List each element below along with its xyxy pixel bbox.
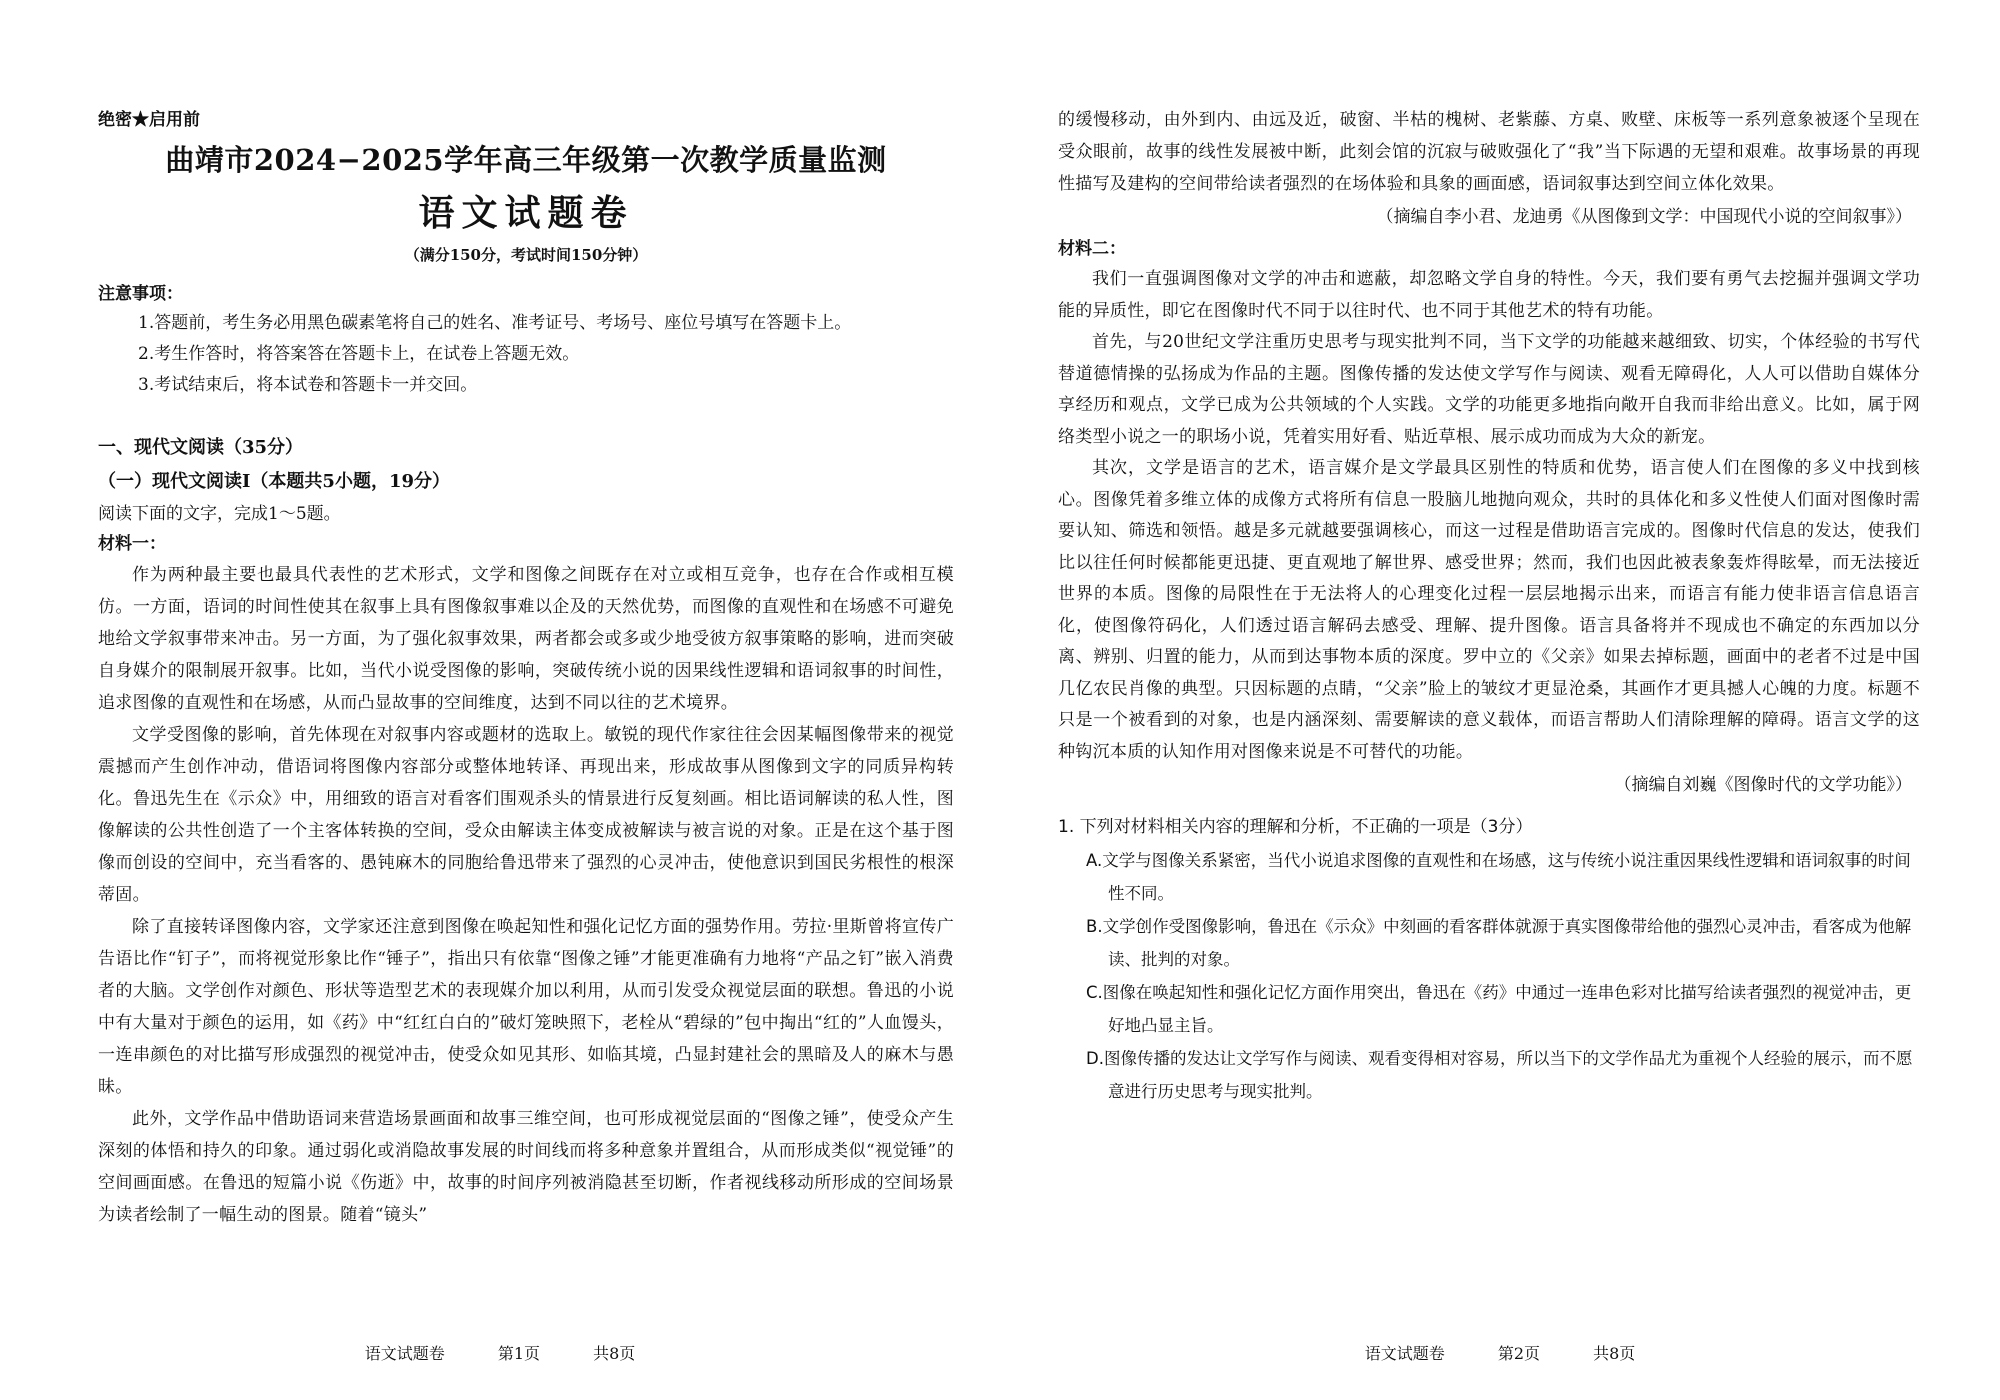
page-2 xyxy=(1000,0,2000,1400)
material-1-paragraph: 此外，文学作品中借助语词来营造场景画面和故事三维空间，也可形成视觉层面的“图像之锤”，使受众产生深刻的体悟和持久的印象。通过弱化或消隐故事发展的时间线而将多种意象并置组合，从而形成类似“视觉锤”的空间画面感。在鲁迅的短篇小说《伤逝》中，故事的时间序列被消隐甚至切断，作者视线移动所形成的空间场景为读者绘制了一幅生动的图景。随着“镜头” xyxy=(98,1109,954,1225)
source-citation: （摘编自李小君、龙迪勇《从图像到文学：中国现代小说的空间叙事》） xyxy=(1376,207,1912,227)
option-b-text: B.文学创作受图像影响，鲁迅在《示众》中刻画的看客群体就源于真实图像带给他的强烈心灵冲击，看客成为他解读、批判的对象。 xyxy=(1086,917,1912,969)
material-2-paragraph: 我们一直强调图像对文学的冲击和遮蔽，却忽略文学自身的特性。今天，我们要有勇气去挖掘并强调文学功能的异质性，即它在图像时代不同于以往时代、也不同于其他艺术的特有功能。 xyxy=(1058,269,1920,321)
footer-paper-name: 语文试题卷 xyxy=(1364,1344,1445,1363)
option-b xyxy=(1058,910,1920,976)
option-a-text: A.文学与图像关系紧密，当代小说追求图像的直观性和在场感，这与传统小说注重因果线性逻辑和语词叙事的时间性不同。 xyxy=(1086,851,1911,903)
footer-page-number: 第2页 xyxy=(1497,1344,1540,1363)
exam-title: 曲靖市2024−2025学年高三年级第一次教学质量监测 xyxy=(165,143,887,177)
material-2-label: 材料二： xyxy=(1058,239,1126,259)
notice-item: 2.考生作答时，将答案答在答题卡上，在试卷上答题无效。 xyxy=(138,344,580,364)
material-2-paragraph: 其次，文学是语言的艺术，语言媒介是文学最具区别性的特质和优势，语言使人们在图像的多义中找到核心。图像凭着多维立体的成像方式将所有信息一股脑儿地抛向观众，共时的具体化和多义性使人们面对图像时需要认知、筛选和领悟。越是多元就越要强调核心，而这一过程是借助语言完成的。图像时代信息的发达，使我们比以往任何时候都能更迅捷、更直观地了解世界、感受世界；然而，我们也因此被表象轰炸得眩晕，而无法接近世界的本质。图像的局限性在于无法将人的心理变化过程一层层地揭示出来，而语言有能力使非语言信息语言化，使图像符码化，人们透过语言解码去感受、理解、提升图像。语言具备将并不现成也不确定的东西加以分离、辨别、归置的能力，从而到达事物本质的深度。罗中立的《父亲》如果去掉标题，画面中的老者不过是中国几亿农民肖像的典型。只因标题的点睛，“父亲”脸上的皱纹才更显沧桑，其画作才更具撼人心魄的力度。标题不只是一个被看到的对象，也是内涵深刻、需要解读的意义载体，而语言帮助人们清除理解的障碍。语言文学的这种钩沉本质的认知作用对图像来说是不可替代的功能。 xyxy=(1058,458,1920,762)
footer-paper-name: 语文试题卷 xyxy=(364,1344,445,1363)
footer-page-total: 共8页 xyxy=(1593,1344,1636,1363)
section-heading: 一、现代文阅读（35分） xyxy=(98,437,304,458)
option-a xyxy=(1058,844,1920,910)
reading-instruction: 阅读下面的文字，完成1～5题。 xyxy=(98,504,341,524)
option-d xyxy=(1058,1042,1920,1108)
subsection-heading: （一）现代文阅读Ⅰ（本题共5小题，19分） xyxy=(98,471,450,492)
notice-item: 1.答题前，考生务必用黑色碳素笔将自己的姓名、准考证号、考场号、座位号填写在答题卡上。 xyxy=(138,313,852,333)
material-1-label: 材料一： xyxy=(98,534,166,554)
exam-subtitle: （满分150分，考试时间150分钟） xyxy=(404,246,648,264)
source-citation: （摘编自刘巍《图像时代的文学功能》） xyxy=(1614,775,1912,795)
material-2-paragraph: 首先，与20世纪文学注重历史思考与现实批判不同，当下文学的功能越来越细致、切实，个体经验的书写代替道德情操的弘扬成为作品的主题。图像传播的发达使文学写作与阅读、观看无障碍化，人人可以借助自媒体分享经历和观点，文学已成为公共领域的个人实践。文学的功能更多地指向敞开自我而非给出意义。比如，属于网络类型小说之一的职场小说，凭着实用好看、贴近草根、展示成功而成为大众的新宠。 xyxy=(1058,332,1920,447)
material-1-paragraph: 作为两种最主要也最具代表性的艺术形式，文学和图像之间既存在对立或相互竞争，也存在合作或相互模仿。一方面，语词的时间性使其在叙事上具有图像叙事难以企及的天然优势，而图像的直观性和在场感不可避免地给文学叙事带来冲击。另一方面，为了强化叙事效果，两者都会或多或少地受彼方叙事策略的影响，进而突破自身媒介的限制展开叙事。比如，当代小说受图像的影响，突破传统小说的因果线性逻辑和语词叙事的时间性，追求图像的直观性和在场感，从而凸显故事的空间维度，达到不同以往的艺术境界。 xyxy=(98,565,954,713)
material-1-paragraph: 除了直接转译图像内容，文学家还注意到图像在唤起知性和强化记忆方面的强势作用。劳拉·里斯曾将宣传广告语比作“钉子”，而将视觉形象比作“锤子”，指出只有依靠“图像之锤”才能更准确有力地将“产品之钉”嵌入消费者的大脑。文学创作对颜色、形状等造型艺术的表现媒介加以利用，从而引发受众视觉层面的联想。鲁迅的小说中有大量对于颜色的运用，如《药》中“红红白白的”破灯笼映照下，老栓从“碧绿的”包中掏出“红的”人血馒头，一连串颜色的对比描写形成强烈的视觉冲击，使受众如见其形、如临其境，凸显封建社会的黑暗及人的麻木与愚昧。 xyxy=(98,917,954,1097)
material-1-continuation: 的缓慢移动，由外到内、由远及近，破窗、半枯的槐树、老紫藤、方桌、败壁、床板等一系列意象被逐个呈现在受众眼前，故事的线性发展被中断，此刻会馆的沉寂与破败强化了“我”当下际遇的无望和艰难。故事场景的再现性描写及建构的空间带给读者强烈的在场体验和具象的画面感，语词叙事达到空间立体化效果。 xyxy=(1058,110,1920,194)
footer-page-total: 共8页 xyxy=(593,1344,636,1363)
option-c xyxy=(1058,976,1920,1042)
question-1: 1. 下列对材料相关内容的理解和分析，不正确的一项是（3分） xyxy=(1058,817,1533,837)
material-1-paragraph: 文学受图像的影响，首先体现在对叙事内容或题材的选取上。敏锐的现代作家往往会因某幅图像带来的视觉震撼而产生创作冲动，借语词将图像内容部分或整体地转译、再现出来，形成故事从图像到文字的同质异构转化。鲁迅先生在《示众》中，用细致的语言对看客们围观杀头的情景进行反复刻画。相比语词解读的私人性，图像解读的公共性创造了一个主客体转换的空间，受众由解读主体变成被解读与被言说的对象。正是在这个基于图像而创设的空间中，充当看客的、愚钝麻木的同胞给鲁迅带来了强烈的心灵冲击，使他意识到国民劣根性的根深蒂固。 xyxy=(98,725,954,905)
page-footer xyxy=(1000,1341,2000,1364)
notice-heading: 注意事项： xyxy=(98,284,183,304)
notice-item: 3.考试结束后，将本试卷和答题卡一并交回。 xyxy=(138,375,478,395)
paper-title: 语文试题卷 xyxy=(418,192,634,234)
footer-page-number: 第1页 xyxy=(497,1344,540,1363)
option-c-text: C.图像在唤起知性和强化记忆方面作用突出，鲁迅在《药》中通过一连串色彩对比描写给读者强烈的视觉冲击，更好地凸显主旨。 xyxy=(1086,983,1912,1035)
page-footer xyxy=(0,1341,1000,1364)
option-d-text: D.图像传播的发达让文学写作与阅读、观看变得相对容易，所以当下的文学作品尤为重视个人经验的展示，而不愿意进行历史思考与现实批判。 xyxy=(1086,1049,1913,1101)
confidential-label: 绝密★启用前 xyxy=(98,110,200,130)
